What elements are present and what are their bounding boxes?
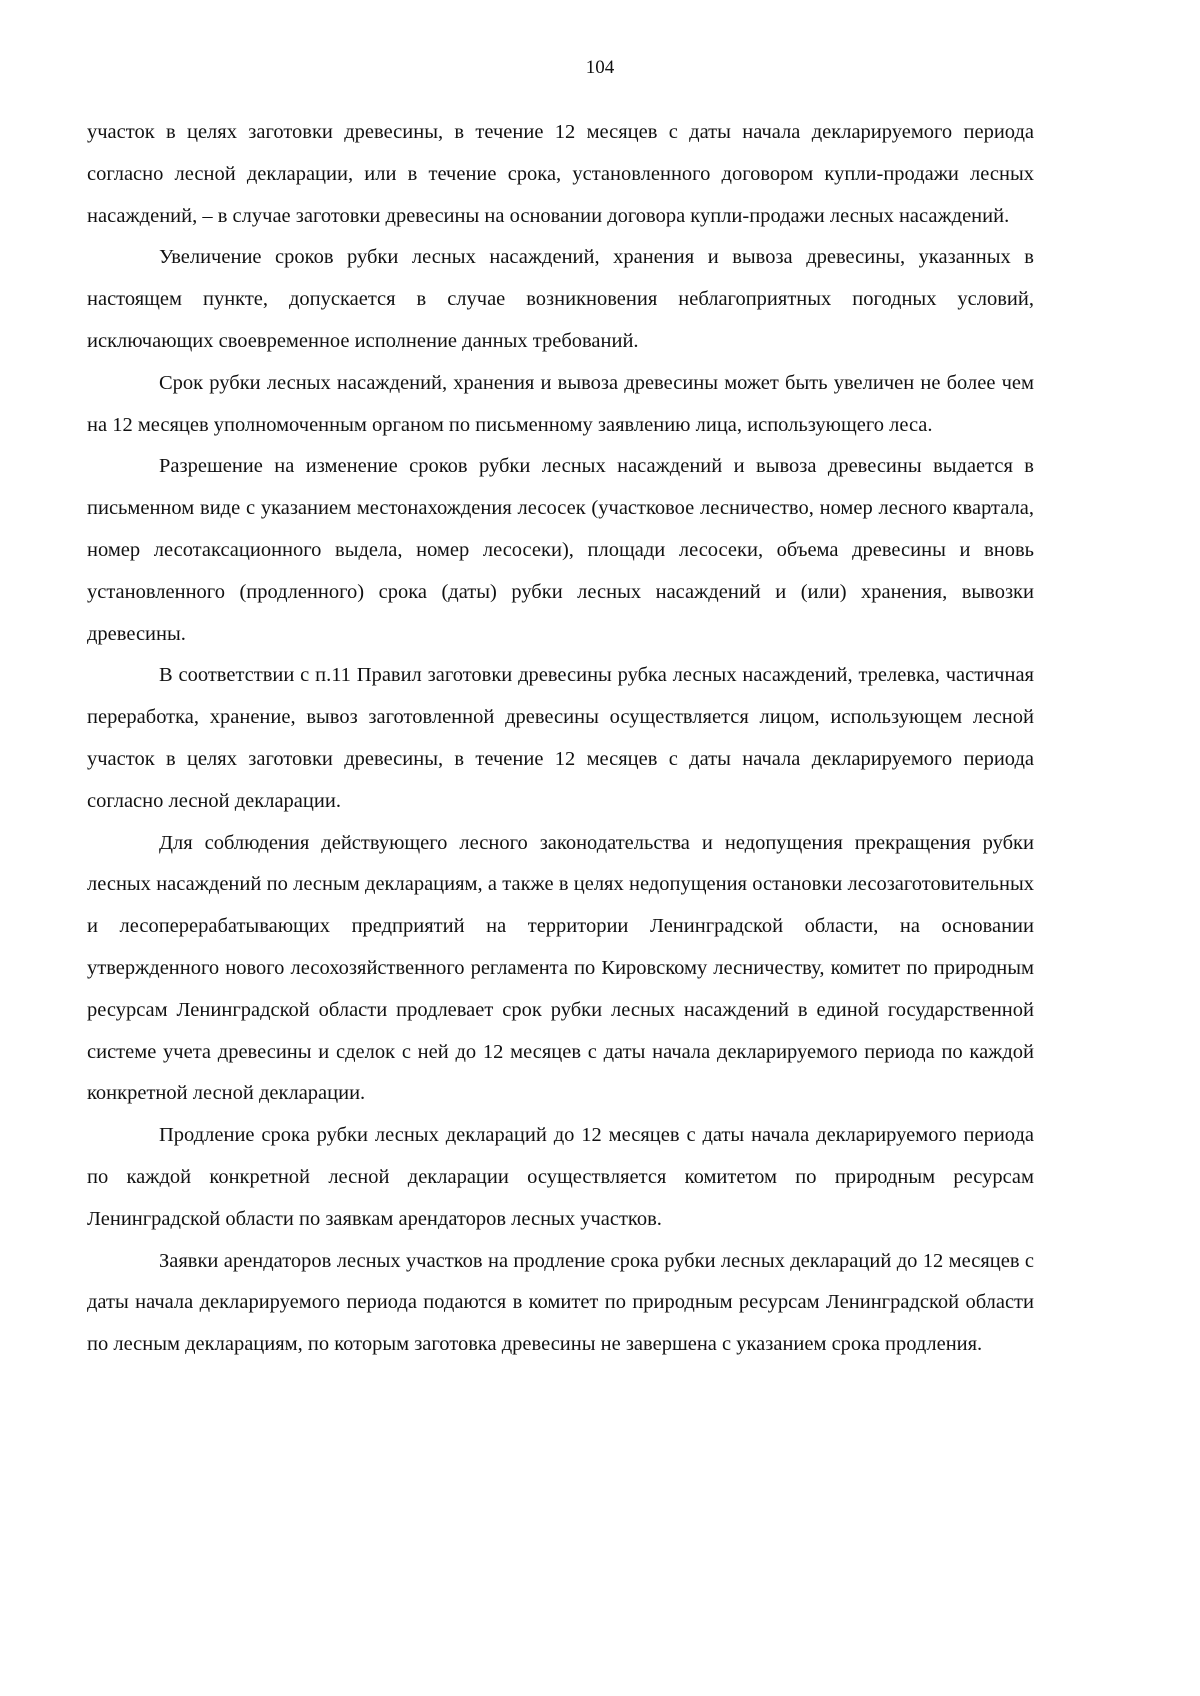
paragraph: Разрешение на изменение сроков рубки лесных насаждений и вывоза древесины выдается в письменном виде с указанием местонахождения лесосек (участковое лесничество, номер лесного квартала, номер лесотаксационного выдела, номер лесосеки), площади лесосеки, объема древесины и вновь установленного (продленного) срока (даты) рубки лесных насаждений и (или) хранения, вывозки древесины. [87, 455, 1034, 645]
paragraph: В соответствии с п.11 Правил заготовки древесины рубка лесных насаждений, трелевка, частичная переработка, хранение, вывоз заготовленной древесины осуществляется лицом, использующем лесной участок в целях заготовки древесины, в течение 12 месяцев с даты начала декларируемого периода согласно лесной декларации. [87, 664, 1034, 812]
paragraph: Срок рубки лесных насаждений, хранения и вывоза древесины может быть увеличен не более чем на 12 месяцев уполномоченным органом по письменному заявлению лица, использующего леса. [87, 371, 1034, 436]
page-number: 104 [585, 57, 615, 78]
paragraph: Заявки арендаторов лесных участков на продление срока рубки лесных деклараций до 12 месяцев с даты начала декларируемого периода подаются в комитет по природным ресурсам Ленинградской области по лесным декларациям, по которым заготовка древесины не завершена с указанием срока продления. [87, 1249, 1034, 1356]
paragraph-continuation: участок в целях заготовки древесины, в течение 12 месяцев с даты начала декларируемого периода согласно лесной декларации, или в течение срока, установленного договором купли-продажи лесных насаждений, – в случае заготовки древесины на основании договора купли-продажи лесных насаждений. [87, 121, 1034, 227]
paragraph: Увеличение сроков рубки лесных насаждений, хранения и вывоза древесины, указанных в настоящем пункте, допускается в случае возникновения неблагоприятных погодных условий, исключающих своевременное исполнение данных требований. [87, 246, 1034, 352]
document-body [87, 112, 1034, 1366]
paragraph: Для соблюдения действующего лесного законодательства и недопущения прекращения рубки лесных насаждений по лесным декларациям, а также в целях недопущения остановки лесозаготовительных и лесоперерабатывающих предприятий на территории Ленинградской области, на основании утвержденного нового лесохозяйственного регламента по Кировскому лесничеству, комитет по природным ресурсам Ленинградской области продлевает срок рубки лесных насаждений в единой государственной системе учета древесины и сделок с ней до 12 месяцев с даты начала декларируемого периода по каждой конкретной лесной декларации. [87, 831, 1034, 1105]
paragraph: Продление срока рубки лесных деклараций до 12 месяцев с даты начала декларируемого периода по каждой конкретной лесной декларации осуществляется комитетом по природным ресурсам Ленинградской области по заявкам арендаторов лесных участков. [87, 1124, 1034, 1230]
